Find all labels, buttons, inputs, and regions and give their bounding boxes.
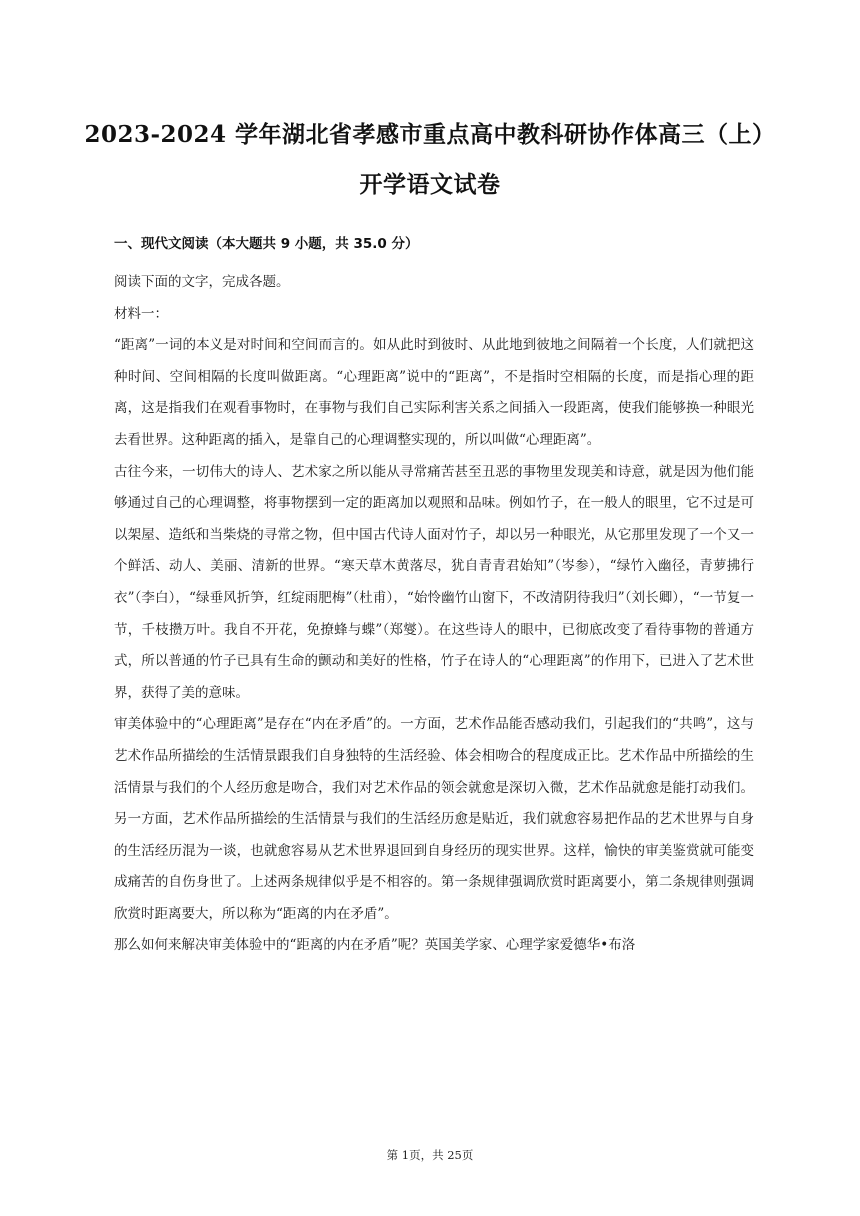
body-paragraph-1: “距离”一词的本义是对时间和空间而言的。如从此时到彼时、从此地到彼地之间隔着一个长度，人们就把这种时间、空间相隔的长度叫做距离。“心理距离”说中的“距离”，不是指时空相隔的长度，而是指心理的距离，这是指我们在观看事物时，在事物与我们自己实际利害关系之间插入一段距离，使我们能够换一种眼光去看世界。这种距离的插入，是靠自己的心理调整实现的，所以叫做“心理距离”。 <box>114 337 754 448</box>
exam-title <box>60 110 800 210</box>
material-label: 材料一： <box>114 305 168 322</box>
section-heading: 一、现代文阅读（本大题共 9 小题，共 35.0 分） <box>114 236 419 252</box>
exam-title-line-1: 2023-2024 学年湖北省孝感市重点高中教科研协作体高三（上） <box>84 121 776 148</box>
instruction-paragraph: 阅读下面的文字，完成各题。 <box>114 274 290 290</box>
document-body <box>114 233 754 962</box>
exam-title-line-2: 开学语文试卷 <box>359 171 501 198</box>
page-number-footer: 第 1页，共 25页 <box>386 1148 474 1162</box>
body-paragraph-4: 那么如何来解决审美体验中的“距离的内在矛盾”呢？英国美学家、心理学家爱德华•布洛 <box>114 937 636 954</box>
body-paragraph-3: 审美体验中的“心理距离”是存在“内在矛盾”的。一方面，艺术作品能否感动我们，引起我们的“共鸣”，这与艺术作品所描绘的生活情景跟我们自身独特的生活经验、体会相吻合的程度成正比。艺术作品中所描绘的生活情景与我们的个人经历愈是吻合，我们对艺术作品的领会就愈是深切入微，艺术作品就愈是能打动我们。另一方面，艺术作品所描绘的生活情景与我们的生活经历愈是贴近，我们就愈容易把作品的艺术世界与自身的生活经历混为一谈，也就愈容易从艺术世界退回到自身经历的现实世界。这样，愉快的审美鉴赏就可能变成痛苦的自伤身世了。上述两条规律似乎是不相容的。第一条规律强调欣赏时距离要小，第二条规律则强调欣赏时距离要大，所以称为“距离的内在矛盾”。 <box>114 716 754 922</box>
body-paragraph-2: 古往今来，一切伟大的诗人、艺术家之所以能从寻常痛苦甚至丑恶的事物里发现美和诗意，就是因为他们能够通过自己的心理调整，将事物摆到一定的距离加以观照和品味。例如竹子，在一般人的眼里，它不过是可以架屋、造纸和当柴烧的寻常之物，但中国古代诗人面对竹子，却以另一种眼光，从它那里发现了一个又一个鲜活、动人、美丽、清新的世界。“寒天草木黄落尽，犹自青青君始知”（岑参），“绿竹入幽径，青萝拂行衣”（李白），“绿垂风折笋，红绽雨肥梅”（杜甫），“始怜幽竹山窗下，不改清阴待我归”（刘长卿），“一节复一节，千枝攒万叶。我自不开花，免撩蜂与蝶”（郑燮）。在这些诗人的眼中，已彻底改变了看待事物的普通方式，所以普通的竹子已具有生命的颤动和美好的性格，竹子在诗人的“心理距离”的作用下，已进入了艺术世界，获得了美的意味。 <box>114 463 754 701</box>
